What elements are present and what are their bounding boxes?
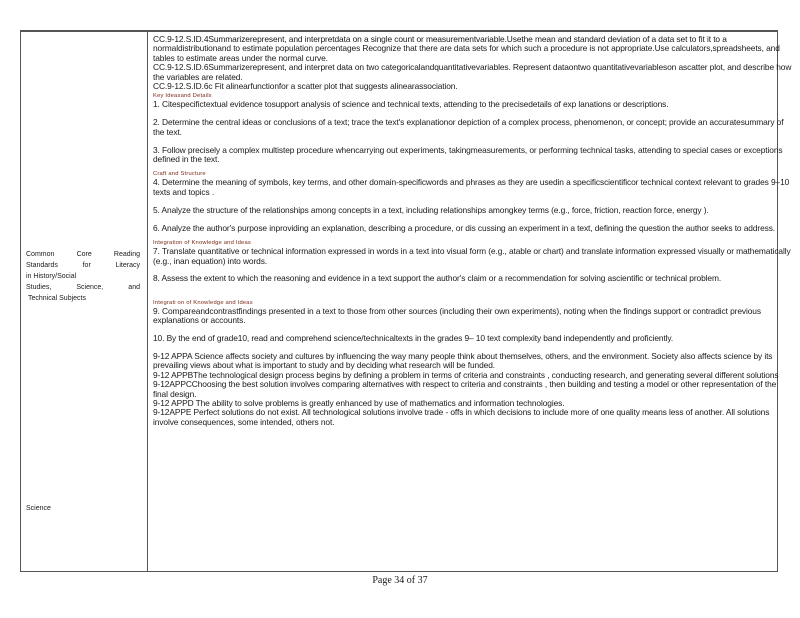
standards-label-line: Technical Subjects <box>28 295 86 302</box>
section-heading-key-ideas: Key Ideasand Details <box>153 93 212 100</box>
reading-standard-9: 9. Compareandcontrastfindings presented in a text to those from other sources (including their own experiments), noting when the findings support or contradict previous explanations or accounts. <box>153 305 761 326</box>
reading-standard-10: 10. By the end of grade10, read and comprehend science/technicaltexts in the grades 9– 10 text complexity band independently and proficiently. <box>153 333 674 344</box>
science-label: Science <box>26 505 51 512</box>
reading-standard-7: 7. Translate quantitative or technical information expressed in words in a text into visual form (e.g., atable or chart) and translate information expressed visually or mathematically (e.g., inan equation) into words. <box>153 246 791 266</box>
table-border-left <box>20 31 21 571</box>
math-standard: CC.9-12.S.ID.6c Fit alinearfunctionfor a scatter plot that suggests alinearassociation. <box>153 81 458 92</box>
section-heading-craft: Craft and Structure <box>153 171 206 178</box>
math-standard: CC.9-12.S.ID.6Summarizerepresent, and interpret data on two categoricalandquantitativevariables. Represent dataontwo quantitativevariableson ascatter plot, and describe how the variables are related. <box>153 62 792 82</box>
content-column <box>153 35 793 427</box>
science-standard: 9-12APPE Perfect solutions do not exist. All technological solutions involve trade - offs in which decisions to include more of one quality means less of another. All solutions involve consequences, some intended, others not. <box>153 407 770 427</box>
standards-label-line: in History/Social <box>26 273 77 280</box>
page-number: Page 34 of 37 <box>372 575 428 586</box>
standards-table <box>20 30 792 572</box>
science-standard: 9-12 APPBThe technological design process begins by defining a problem in terms of criteria and constraints , conducting research, and generating several different solutions <box>153 369 779 380</box>
reading-standard-1: 1. Citespecifictextual evidence tosupport analysis of science and technical texts, attending to the precisedetails of exp lanations or descriptions. <box>153 99 669 110</box>
reading-standard-6: 6. Analyze the author's purpose inproviding an explanation, describing a procedure, or dis cussing an experiment in a text, defining the question the author seeks to address. <box>153 222 776 233</box>
standards-label-line: Standards for Literacy <box>26 262 140 269</box>
section-heading-integration-2: Integrati on of Knowledge and Ideas <box>153 299 253 306</box>
reading-standard-5: 5. Analyze the structure of the relationships among concepts in a text, including relationships amongkey terms (e.g., force, friction, reaction force, energy ). <box>153 204 709 215</box>
science-standard: 9-12 APPD The ability to solve problems is greatly enhanced by use of mathematics and information technologies. <box>153 398 565 409</box>
reading-standard-3: 3. Follow precisely a complex multistep procedure whencarrying out experiments, takingmeasurements, or performing technical tasks, attending to special cases or exceptions defined in the text. <box>153 144 783 165</box>
science-standard: 9-12 APPA Science affects society and cultures by influencing the way many people think about themselves, others, and the environment. Society also affects science by its prevailing views about what is important to study and by deciding what research will be funded. <box>153 351 773 371</box>
reading-standard-8: 8. Assess the extent to which the reasoning and evidence in a text support the author's claim or a recommendation for solving ascientific or technical problem. <box>153 273 722 284</box>
section-heading-integration: Integration of Knowledge and Ideas <box>153 240 252 247</box>
reading-standard-2: 2. Determine the central ideas or conclusions of a text; trace the text's explanationor depiction of a complex process, phenomenon, or concept; provide an accuratesummary of the text. <box>153 117 784 137</box>
reading-standard-4: 4. Determine the meaning of symbols, key terms, and other domain-specificwords and phrases as they are usedin a specificscientificor technical context relevant to grades 9–10 texts and topics . <box>153 177 790 197</box>
table-row-divider <box>20 31 778 32</box>
standards-label-line: Common Core Reading <box>26 251 140 258</box>
math-standard: CC.9-12.S.ID.4Summarizerepresent, and interpretdata on a single count or measurementvariable.Usethe mean and standard deviation of a data set to fit it to a normaldistributionand to estimate population percentages Recognize that there are data sets for which such a procedure is not appropriate.Use calculators,spreadsheets, and tables to estimate areas under the normal curve. <box>153 34 780 63</box>
science-standard: 9-12APPCChoosing the best solution involves comparing alternatives with respect to criteria and constraints , then building and testing a model or other representation of the final design. <box>153 379 777 399</box>
standards-label-line: Studies, Science, and <box>26 284 140 291</box>
table-column-divider <box>147 31 148 571</box>
standards-label <box>26 249 140 304</box>
